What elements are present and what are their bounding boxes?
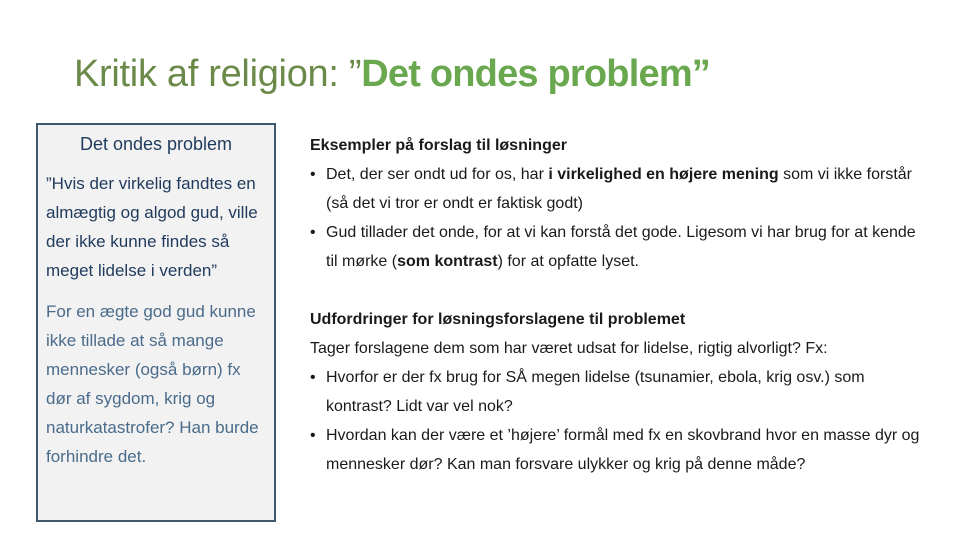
quote-box xyxy=(36,123,276,522)
list-item xyxy=(310,160,922,218)
list-item xyxy=(310,363,922,421)
main-content xyxy=(310,131,922,479)
challenges-list xyxy=(310,363,922,479)
list-item xyxy=(310,421,922,479)
solution-text-bold: i virkelighed en højere mening xyxy=(548,166,779,183)
title-prefix: Kritik af religion: ” xyxy=(74,53,362,95)
title-highlight: Det ondes problem” xyxy=(361,53,711,95)
solution-text-after: ) for at opfatte lyset. xyxy=(497,253,639,270)
solution-text-after: som vi ikke forstår (så det vi tror er ondt er faktisk godt) xyxy=(326,166,912,212)
bullet-icon: • xyxy=(310,166,316,183)
challenge-text: Hvorfor er der fx brug for SÅ megen lidelse (tsunamier, ebola, krig osv.) som kontrast? Lidt var vel nok? xyxy=(326,369,865,415)
list-item xyxy=(310,218,922,276)
page-title xyxy=(74,48,710,100)
quote-box-heading: Det ondes problem xyxy=(79,134,233,154)
quote-conclusion: For en ægte god gud kunne ikke tillade at så mange mennesker (også børn) fx dør af sygdom, krig og naturkatastrofer? Han burde forhindre det. xyxy=(46,302,259,466)
quote-text: ”Hvis der virkelig fandtes en almægtig og algod gud, ville der ikke kunne findes så meget lidelse i verden” xyxy=(46,174,258,280)
solution-text-before: Det, der ser ondt ud for os, har xyxy=(326,166,549,183)
bullet-icon: • xyxy=(310,369,316,386)
challenges-heading: Udfordringer for løsningsforslagene til problemet xyxy=(310,311,686,328)
bullet-icon: • xyxy=(310,224,316,241)
bullet-icon: • xyxy=(310,427,316,444)
solution-text-before: Gud tillader det onde, for at vi kan forstå det gode. Ligesom vi har brug for at kende til mørke ( xyxy=(326,224,916,270)
solution-text-bold: som kontrast xyxy=(397,253,498,270)
challenge-text: Hvordan kan der være et ’højere’ formål med fx en skovbrand hvor en masse dyr og mennesker dør? Kan man forsvare ulykker og krig på denne måde? xyxy=(326,427,920,473)
section-spacer xyxy=(310,276,922,305)
solutions-list xyxy=(310,160,922,276)
solutions-heading: Eksempler på forslag til løsninger xyxy=(310,137,567,154)
challenges-intro: Tager forslagene dem som har været udsat for lidelse, rigtig alvorligt? Fx: xyxy=(310,340,828,357)
